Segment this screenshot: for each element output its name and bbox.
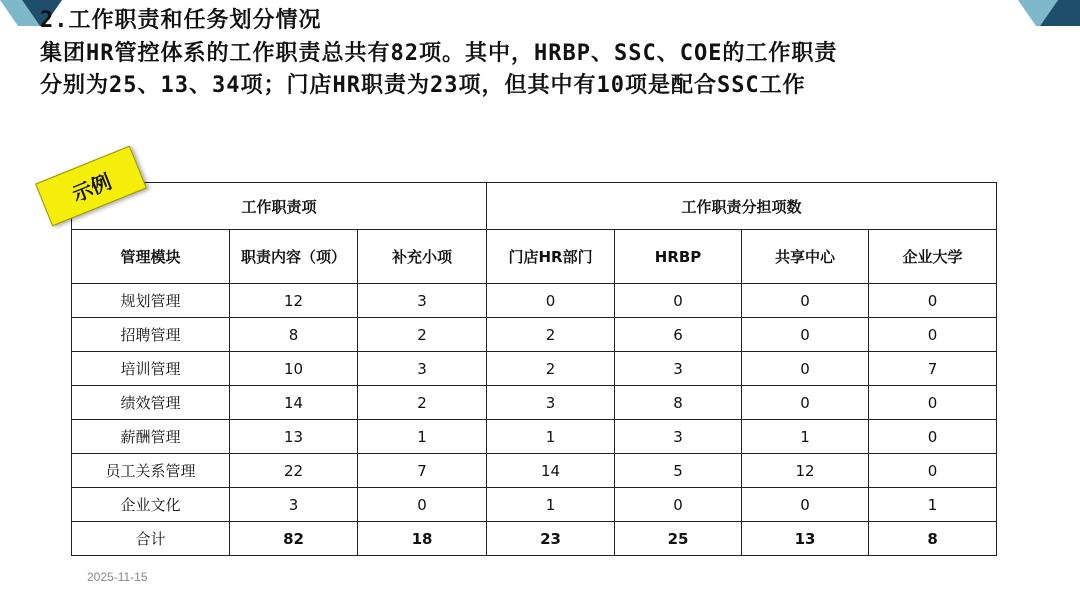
table-row: [72, 420, 997, 454]
slide-title: 2.工作职责和任务划分情况: [40, 8, 322, 33]
table-cell: 10: [230, 352, 358, 386]
table-row: [72, 318, 997, 352]
table-cell: 3: [358, 284, 487, 318]
table-cell: 薪酬管理: [72, 420, 230, 454]
table-cell: 0: [742, 488, 869, 522]
table-cell: 8: [230, 318, 358, 352]
table-cell: 12: [230, 284, 358, 318]
table-cell: 招聘管理: [72, 318, 230, 352]
table-cell: 绩效管理: [72, 386, 230, 420]
column-header: 管理模块: [72, 230, 230, 284]
column-header: 门店HR部门: [487, 230, 615, 284]
table-cell: 0: [358, 488, 487, 522]
column-header: 企业大学: [869, 230, 997, 284]
table-cell: 3: [615, 352, 742, 386]
total-label: 合计: [72, 522, 230, 556]
table-row: [72, 352, 997, 386]
table-cell: 员工关系管理: [72, 454, 230, 488]
table-cell: 8: [615, 386, 742, 420]
total-cell: 82: [230, 522, 358, 556]
table-cell: 14: [230, 386, 358, 420]
table-cell: 2: [487, 352, 615, 386]
column-header: HRBP: [615, 230, 742, 284]
table-cell: 22: [230, 454, 358, 488]
table-cell: 0: [869, 420, 997, 454]
table-cell: 7: [358, 454, 487, 488]
table-cell: 5: [615, 454, 742, 488]
corner-decoration-right: [1010, 0, 1080, 26]
table-cell: 3: [358, 352, 487, 386]
table-cell: 0: [742, 352, 869, 386]
example-badge: 示例: [35, 146, 147, 227]
table-cell: 0: [487, 284, 615, 318]
column-header: 职责内容（项）: [230, 230, 358, 284]
table-cell: 0: [869, 318, 997, 352]
total-cell: 18: [358, 522, 487, 556]
table-cell: 1: [487, 420, 615, 454]
table-cell: 13: [230, 420, 358, 454]
total-cell: 13: [742, 522, 869, 556]
summary-line-1: 集团HR管控体系的工作职责总共有82项。其中，HRBP、SSC、COE的工作职责: [40, 41, 838, 66]
slide-date: 2025-11-15: [87, 570, 148, 584]
table-cell: 0: [869, 386, 997, 420]
total-cell: 8: [869, 522, 997, 556]
duty-allocation-table: [71, 182, 997, 556]
table-row: [72, 454, 997, 488]
table-cell: 1: [869, 488, 997, 522]
table-row: [72, 488, 997, 522]
table-cell: 1: [487, 488, 615, 522]
table-cell: 3: [230, 488, 358, 522]
summary-line-2: 分别为25、13、34项；门店HR职责为23项，但其中有10项是配合SSC工作: [40, 73, 806, 98]
table-cell: 0: [742, 386, 869, 420]
table-row: [72, 284, 997, 318]
table-cell: 6: [615, 318, 742, 352]
table-cell: 企业文化: [72, 488, 230, 522]
table-cell: 培训管理: [72, 352, 230, 386]
table-cell: 2: [487, 318, 615, 352]
table-cell: 0: [869, 454, 997, 488]
column-header: 补充小项: [358, 230, 487, 284]
table-cell: 14: [487, 454, 615, 488]
table-cell: 7: [869, 352, 997, 386]
slide-summary: [40, 38, 1050, 102]
table-cell: 0: [742, 284, 869, 318]
total-cell: 23: [487, 522, 615, 556]
table-cell: 3: [615, 420, 742, 454]
table-cell: 3: [487, 386, 615, 420]
table-cell: 0: [742, 318, 869, 352]
table-cell: 规划管理: [72, 284, 230, 318]
group-header-duty-allocation: 工作职责分担项数: [487, 183, 997, 230]
total-cell: 25: [615, 522, 742, 556]
table-cell: 12: [742, 454, 869, 488]
table-cell: 0: [615, 488, 742, 522]
column-header: 共享中心: [742, 230, 869, 284]
table-cell: 2: [358, 318, 487, 352]
group-header-duty-items: 工作职责项: [72, 183, 487, 230]
table-cell: 1: [742, 420, 869, 454]
table-cell: 0: [869, 284, 997, 318]
table-total-row: [72, 522, 997, 556]
table-cell: 2: [358, 386, 487, 420]
table-cell: 0: [615, 284, 742, 318]
table-cell: 1: [358, 420, 487, 454]
table-row: [72, 386, 997, 420]
